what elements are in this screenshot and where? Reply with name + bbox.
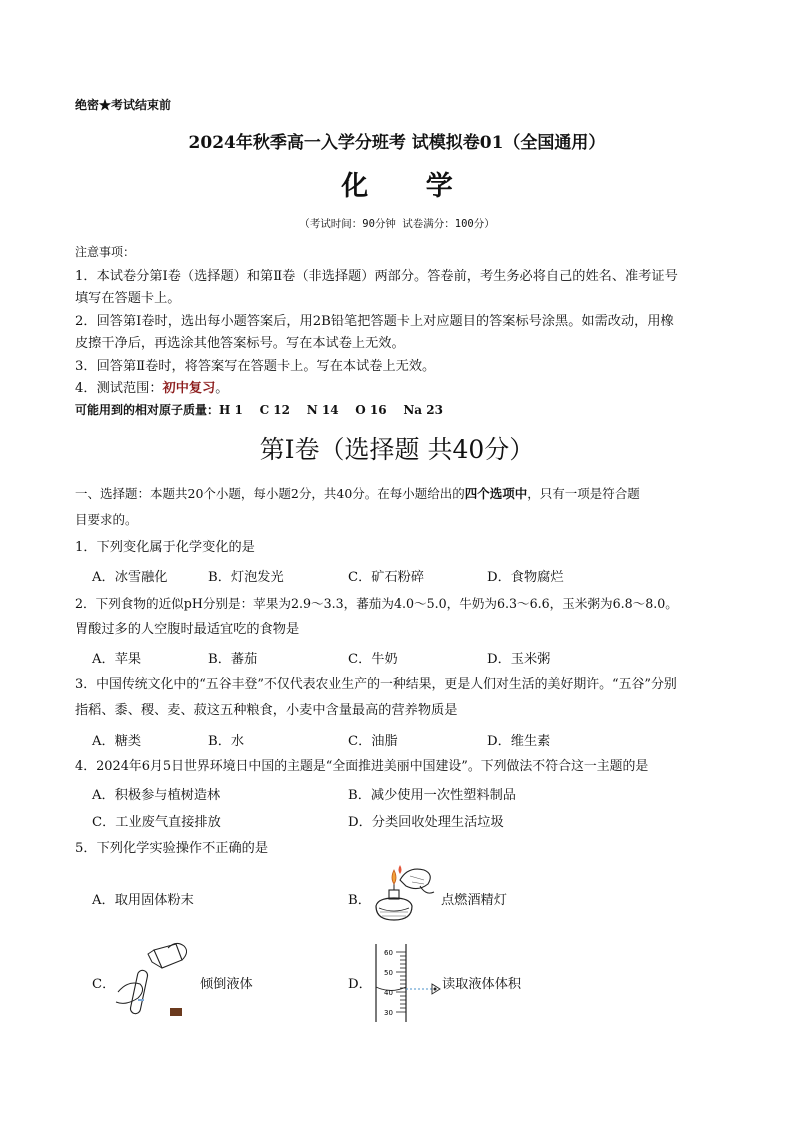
question-3-option-c: C．油脂 [348, 734, 398, 749]
section-emphasis: 四个选项中 [464, 486, 528, 501]
question-3-option-a: A．糖类 [92, 734, 142, 749]
question-5-option-d-text: 读取液体体积 [442, 977, 522, 992]
exam-title: 2024年秋季高一入学分班考 试模拟卷01（全国通用） [188, 133, 606, 153]
question-2-option-a: A．苹果 [92, 652, 142, 667]
question-2-option-d: D．玉米粥 [487, 652, 551, 667]
notice-item-2-line-1: 2．回答第Ⅰ卷时，选出每小题答案后，用2B铅笔把答题卡上对应题目的答案标号涂黑。如需改动，用橡 [75, 314, 674, 329]
question-5-option-c-letter: C． [92, 977, 116, 992]
question-1-option-c: C．矿石粉碎 [348, 570, 425, 585]
section-body: 本题共20个小题，每小题2分，共40分。在每小题给出的 [150, 486, 465, 501]
cylinder-tick-30: 30 [384, 1009, 393, 1017]
notice-item-2-line-2: 皮擦干净后，再选涂其他答案标号。写在本试卷上无效。 [75, 336, 405, 351]
question-1-option-a: A．冰雪融化 [92, 570, 168, 585]
question-5-option-c-text: 倾倒液体 [200, 977, 253, 992]
section-end: ，只有一项是符合题 [527, 486, 640, 501]
question-5-stem: 5．下列化学实验操作不正确的是 [75, 841, 269, 856]
question-3-option-d: D．维生素 [487, 734, 551, 749]
question-1-option-d: D．食物腐烂 [487, 570, 564, 585]
question-4-option-d: D．分类回收处理生活垃圾 [348, 815, 504, 830]
question-1-stem: 1．下列变化属于化学变化的是 [75, 540, 255, 555]
lighting-alcohol-lamp-figure [370, 862, 440, 922]
question-2-option-c: C．牛奶 [348, 652, 398, 667]
question-5-option-b-text: 点燃酒精灯 [441, 893, 507, 908]
question-1-option-b: B．灯泡发光 [208, 570, 284, 585]
question-5-option-a: A．取用固体粉末 [92, 893, 194, 908]
section-instructions-line-1 [75, 483, 640, 505]
notice-item-4 [75, 378, 228, 400]
notice-heading: 注意事项： [75, 245, 136, 259]
question-5-option-d-letter: D． [348, 977, 372, 992]
section-instructions-line-2: 目要求的。 [75, 512, 138, 527]
cylinder-tick-60: 60 [384, 949, 393, 957]
confidential-mark: 绝密★考试结束前 [75, 98, 172, 112]
question-2-option-b: B．蕃茄 [208, 652, 258, 667]
question-4-option-b: B．减少使用一次性塑料制品 [348, 788, 516, 803]
question-5-option-b-letter: B． [348, 893, 371, 908]
test-scope: 初中复习 [162, 381, 216, 396]
question-3-stem-line-2: 指稻、黍、稷、麦、菽这五种粮食，小麦中含量最高的营养物质是 [75, 703, 458, 718]
graduated-cylinder-figure [370, 942, 442, 1024]
pouring-liquid-figure [110, 940, 200, 1020]
cylinder-tick-50: 50 [384, 969, 393, 977]
notice-item-1-line-1: 1．本试卷分第Ⅰ卷（选择题）和第Ⅱ卷（非选择题）两部分。答卷前，考生务必将自己的姓名、准考证号 [75, 269, 678, 284]
section-prefix: 一、选择题： [75, 486, 151, 501]
question-4-option-a: A．积极参与植树造林 [92, 788, 221, 803]
notice-item-3: 3．回答第Ⅱ卷时，将答案写在答题卡上。写在本试卷上无效。 [75, 359, 436, 374]
question-2-stem-line-1: 2．下列食物的近似pH分别是：苹果为2.9～3.3，蕃茄为4.0～5.0，牛奶为6.3～6.6，玉米粥为6.8～8.0。 [75, 596, 678, 611]
atomic-mass-line: 可能用到的相对原子质量：H 1 C 12 N 14 O 16 Na 23 [75, 403, 443, 417]
volume-title: 第Ⅰ卷（选择题 共40分） [259, 435, 535, 464]
question-4-option-c: C．工业废气直接排放 [92, 815, 221, 830]
question-4-stem: 4．2024年6月5日世界环境日中国的主题是“全面推进美丽中国建设”。下列做法不符合这一主题的是 [75, 759, 649, 774]
exam-info: （考试时间：90分钟 试卷满分：100分） [299, 218, 495, 230]
cylinder-tick-40: 40 [384, 989, 393, 997]
notice-item-4-prefix: 4．测试范围： [75, 381, 163, 396]
notice-item-1-line-2: 填写在答题卡上。 [75, 291, 181, 306]
notice-item-4-suffix: 。 [215, 381, 229, 396]
question-3-option-b: B．水 [208, 734, 245, 749]
subject-title: 化 学 [341, 171, 477, 202]
question-2-stem-line-2: 胃酸过多的人空腹时最适宜吃的食物是 [75, 622, 300, 637]
question-3-stem-line-1: 3．中国传统文化中的“五谷丰登”不仅代表农业生产的一种结果，更是人们对生活的美好期许。“五谷”分别 [75, 677, 677, 692]
